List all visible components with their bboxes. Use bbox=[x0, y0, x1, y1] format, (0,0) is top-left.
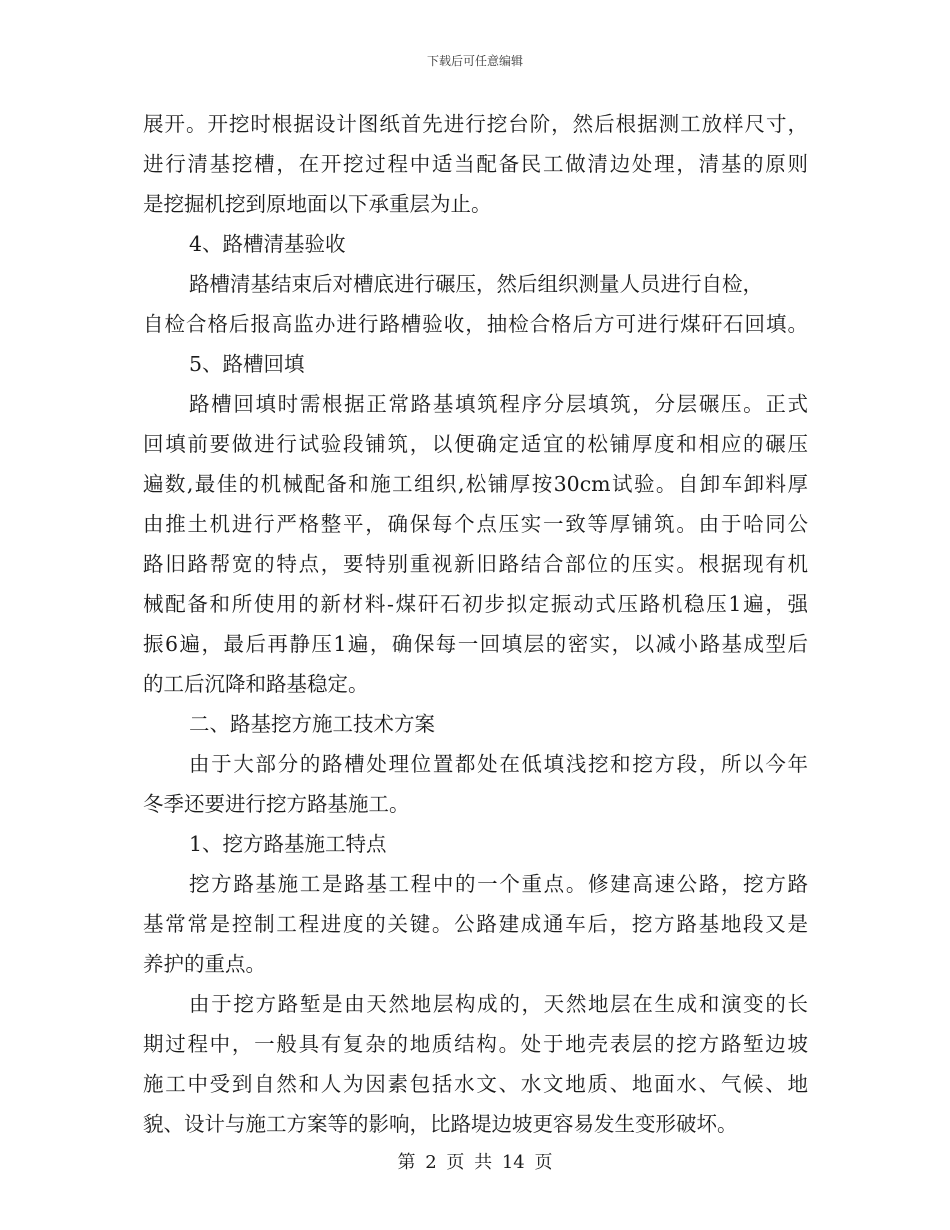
text-line: 4、路槽清基验收 bbox=[189, 232, 346, 256]
text-line: 路槽回填时需根据正常路基填筑程序分层填筑，分层碾压。正式 bbox=[189, 392, 808, 416]
page-header: 下载后可任意编辑 bbox=[426, 54, 523, 68]
text-line: 是挖掘机挖到原地面以下承重层为止。 bbox=[143, 192, 492, 216]
text-line: 挖方路基施工是路基工程中的一个重点。修建高速公路，挖方路 bbox=[189, 872, 808, 896]
text-line: 路槽清基结束后对槽底进行碾压，然后组织测量人员进行自检， bbox=[189, 272, 763, 296]
text-line: 由于挖方路堑是由天然地层构成的，天然地层在生成和演变的长 bbox=[189, 992, 808, 1016]
text-line: 振6遍，最后再静压1遍，确保每一回填层的密实，以减小路基成型后 bbox=[143, 632, 808, 656]
text-line: 由于大部分的路槽处理位置都处在低填浅挖和挖方段，所以今年 bbox=[189, 752, 808, 776]
text-line: 期过程中，一般具有复杂的地质结构。处于地壳表层的挖方路堑边坡 bbox=[143, 1032, 808, 1056]
text-line: 回填前要做进行试验段铺筑，以便确定适宜的松铺厚度和相应的碾压 bbox=[143, 432, 808, 456]
text-line: 二、路基挖方施工技术方案 bbox=[189, 712, 435, 736]
text-line: 基常常是控制工程进度的关键。公路建成通车后，挖方路基地段又是 bbox=[143, 912, 808, 936]
text-line: 展开。开挖时根据设计图纸首先进行挖台阶，然后根据测工放样尺寸， bbox=[143, 112, 808, 136]
text-line: 械配备和所使用的新材料-煤矸石初步拟定振动式压路机稳压1遍，强 bbox=[143, 592, 808, 616]
text-line: 由推土机进行严格整平，确保每个点压实一致等厚铺筑。由于哈同公 bbox=[143, 512, 808, 536]
text-line: 施工中受到自然和人为因素包括水文、水文地质、地面水、气候、地 bbox=[143, 1072, 808, 1096]
text-line: 貌、设计与施工方案等的影响，比路堤边坡更容易发生变形破坏。 bbox=[143, 1112, 738, 1136]
document-body bbox=[143, 104, 808, 1144]
text-line: 冬季还要进行挖方路基施工。 bbox=[143, 792, 410, 816]
text-line: 5、路槽回填 bbox=[189, 352, 305, 376]
text-line: 路旧路帮宽的特点，要特别重视新旧路结合部位的压实。根据现有机 bbox=[143, 552, 808, 576]
text-line: 养护的重点。 bbox=[143, 952, 266, 976]
text-line: 遍数,最佳的机械配备和施工组织,松铺厚按30cm试验。自卸车卸料厚 bbox=[143, 472, 808, 496]
text-line: 进行清基挖槽，在开挖过程中适当配备民工做清边处理，清基的原则 bbox=[143, 152, 808, 176]
page-footer: 第 2 页 共 14 页 bbox=[397, 1152, 553, 1173]
text-line: 1、挖方路基施工特点 bbox=[189, 832, 387, 856]
text-line: 的工后沉降和路基稳定。 bbox=[143, 672, 369, 696]
text-line: 自检合格后报高监办进行路槽验收，抽检合格后方可进行煤矸石回填。 bbox=[143, 312, 808, 336]
